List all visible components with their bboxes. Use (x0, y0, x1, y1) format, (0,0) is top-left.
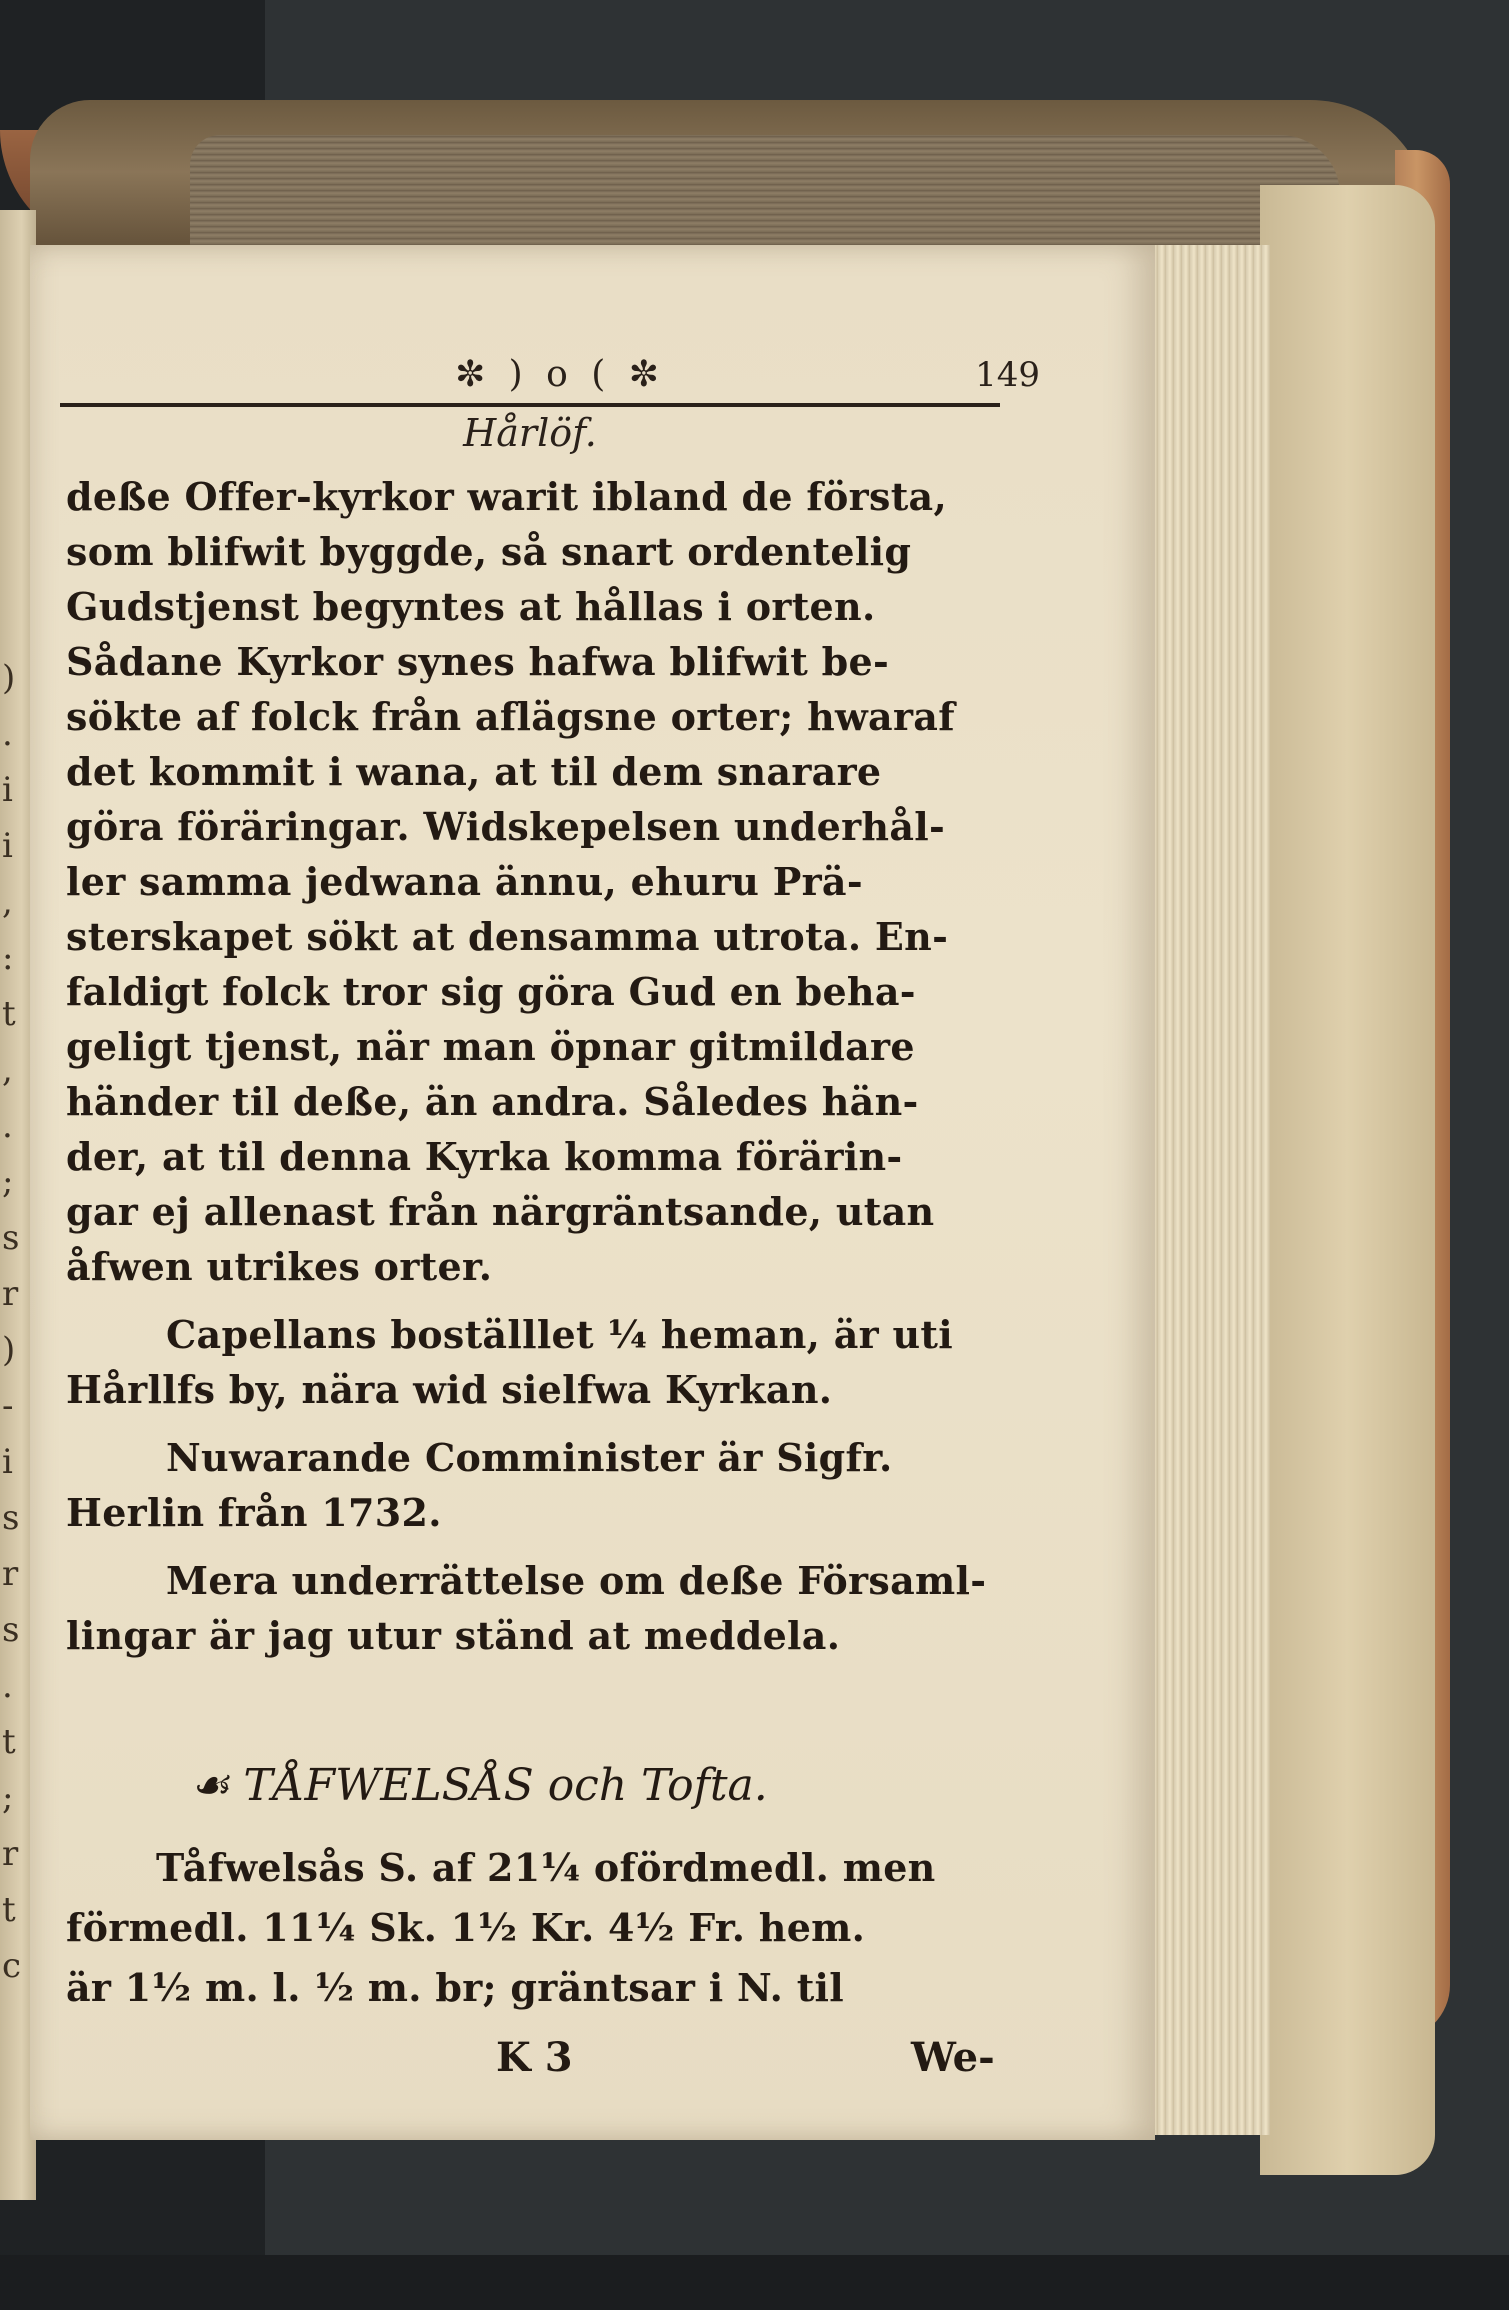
page-header (30, 354, 1040, 395)
text-line: sökte af folck från aflägsne orter; hwaraf (66, 694, 955, 739)
previous-page-mark: s (2, 1498, 20, 1538)
text-line: geligt tjenst, när man öpnar gitmildare (66, 1024, 915, 1069)
text-line: deße Offer-kyrkor warit ibland de första, (66, 474, 947, 519)
previous-page-mark: t (2, 1722, 16, 1762)
previous-page-mark: s (2, 1218, 20, 1258)
previous-page-mark: . (2, 714, 13, 754)
previous-page-mark: , (2, 1050, 13, 1090)
text-line: förmedl. 11¼ Sk. 1½ Kr. 4½ Fr. hem. (66, 1905, 866, 1950)
previous-page-mark: r (2, 1834, 19, 1874)
previous-page-mark: . (2, 1106, 13, 1146)
text-line: Mera underrättelse om deße Församl- (166, 1558, 987, 1603)
text-line: Hårllfs by, nära wid sielfwa Kyrkan. (66, 1367, 833, 1412)
previous-page-mark: t (2, 994, 16, 1034)
previous-page-mark: ; (2, 1778, 14, 1818)
previous-page-mark: - (2, 1386, 14, 1426)
text-line: faldigt folck tror sig göra Gud en beha- (66, 969, 916, 1014)
header-rule (60, 403, 1000, 407)
text-line: det kommit i wana, at til dem snarare (66, 749, 882, 794)
text-line: Gudstjenst begyntes at hållas i orten. (66, 584, 876, 629)
section-heading: ☙ TÅFWELSÅS och Tofta. (190, 1760, 768, 1811)
text-line: göra föräringar. Widskepelsen underhål- (66, 804, 946, 849)
running-head: Hårlöf. (463, 411, 597, 455)
previous-page-mark: ) (2, 1330, 16, 1370)
catchword: We- (911, 2034, 995, 2081)
previous-page-line-ends (0, 650, 30, 1994)
text-line: lingar är jag utur ständ at meddela. (66, 1613, 841, 1658)
previous-page-mark: ; (2, 1162, 14, 1202)
previous-page-mark: , (2, 882, 13, 922)
previous-page-mark: t (2, 1890, 16, 1930)
previous-page-mark: . (2, 1666, 13, 1706)
text-line: är 1½ m. l. ½ m. br; gräntsar i N. til (66, 1965, 845, 2010)
previous-page-mark: i (2, 770, 13, 810)
text-line: Sådane Kyrkor synes hafwa blifwit be- (66, 639, 890, 684)
text-line: gar ej allenast från närgräntsande, utan (66, 1189, 935, 1234)
page-footer (66, 2033, 1036, 2083)
previous-page-mark: ) (2, 658, 16, 698)
text-line: som blifwit byggde, så snart ordentelig (66, 529, 912, 574)
previous-page-mark: s (2, 1610, 20, 1650)
signature-mark: K 3 (496, 2034, 573, 2081)
text-line: sterskapet sökt at densamma utrota. En- (66, 914, 949, 959)
dark-background-bottom (0, 2255, 1509, 2310)
text-line: Capellans boställlet ¼ heman, är uti (166, 1312, 953, 1357)
text-line: Herlin från 1732. (66, 1490, 442, 1535)
text-line: Tåfwelsås S. af 21¼ ofördmedl. men (156, 1845, 936, 1890)
header-ornament: ✼ ) o ( ✼ (455, 354, 665, 395)
previous-page-mark: r (2, 1554, 19, 1594)
page-number: 149 (975, 355, 1040, 395)
text-line: der, at til denna Kyrka komma förärin- (66, 1134, 903, 1179)
previous-page-mark: c (2, 1946, 22, 1986)
text-line: Nuwarande Comminister är Sigfr. (166, 1435, 893, 1480)
fore-edge-pages (1150, 245, 1270, 2135)
text-line: åfwen utrikes orter. (66, 1244, 493, 1289)
previous-page-mark: r (2, 1274, 19, 1314)
previous-page-mark: i (2, 1442, 13, 1482)
text-line: händer til deße, än andra. Således hän- (66, 1079, 919, 1124)
text-line: ler samma jedwana ännu, ehuru Prä- (66, 859, 863, 904)
previous-page-mark: : (2, 938, 14, 978)
top-page-edges (190, 135, 1340, 250)
previous-page-mark: i (2, 826, 13, 866)
right-endpaper (1260, 185, 1435, 2175)
